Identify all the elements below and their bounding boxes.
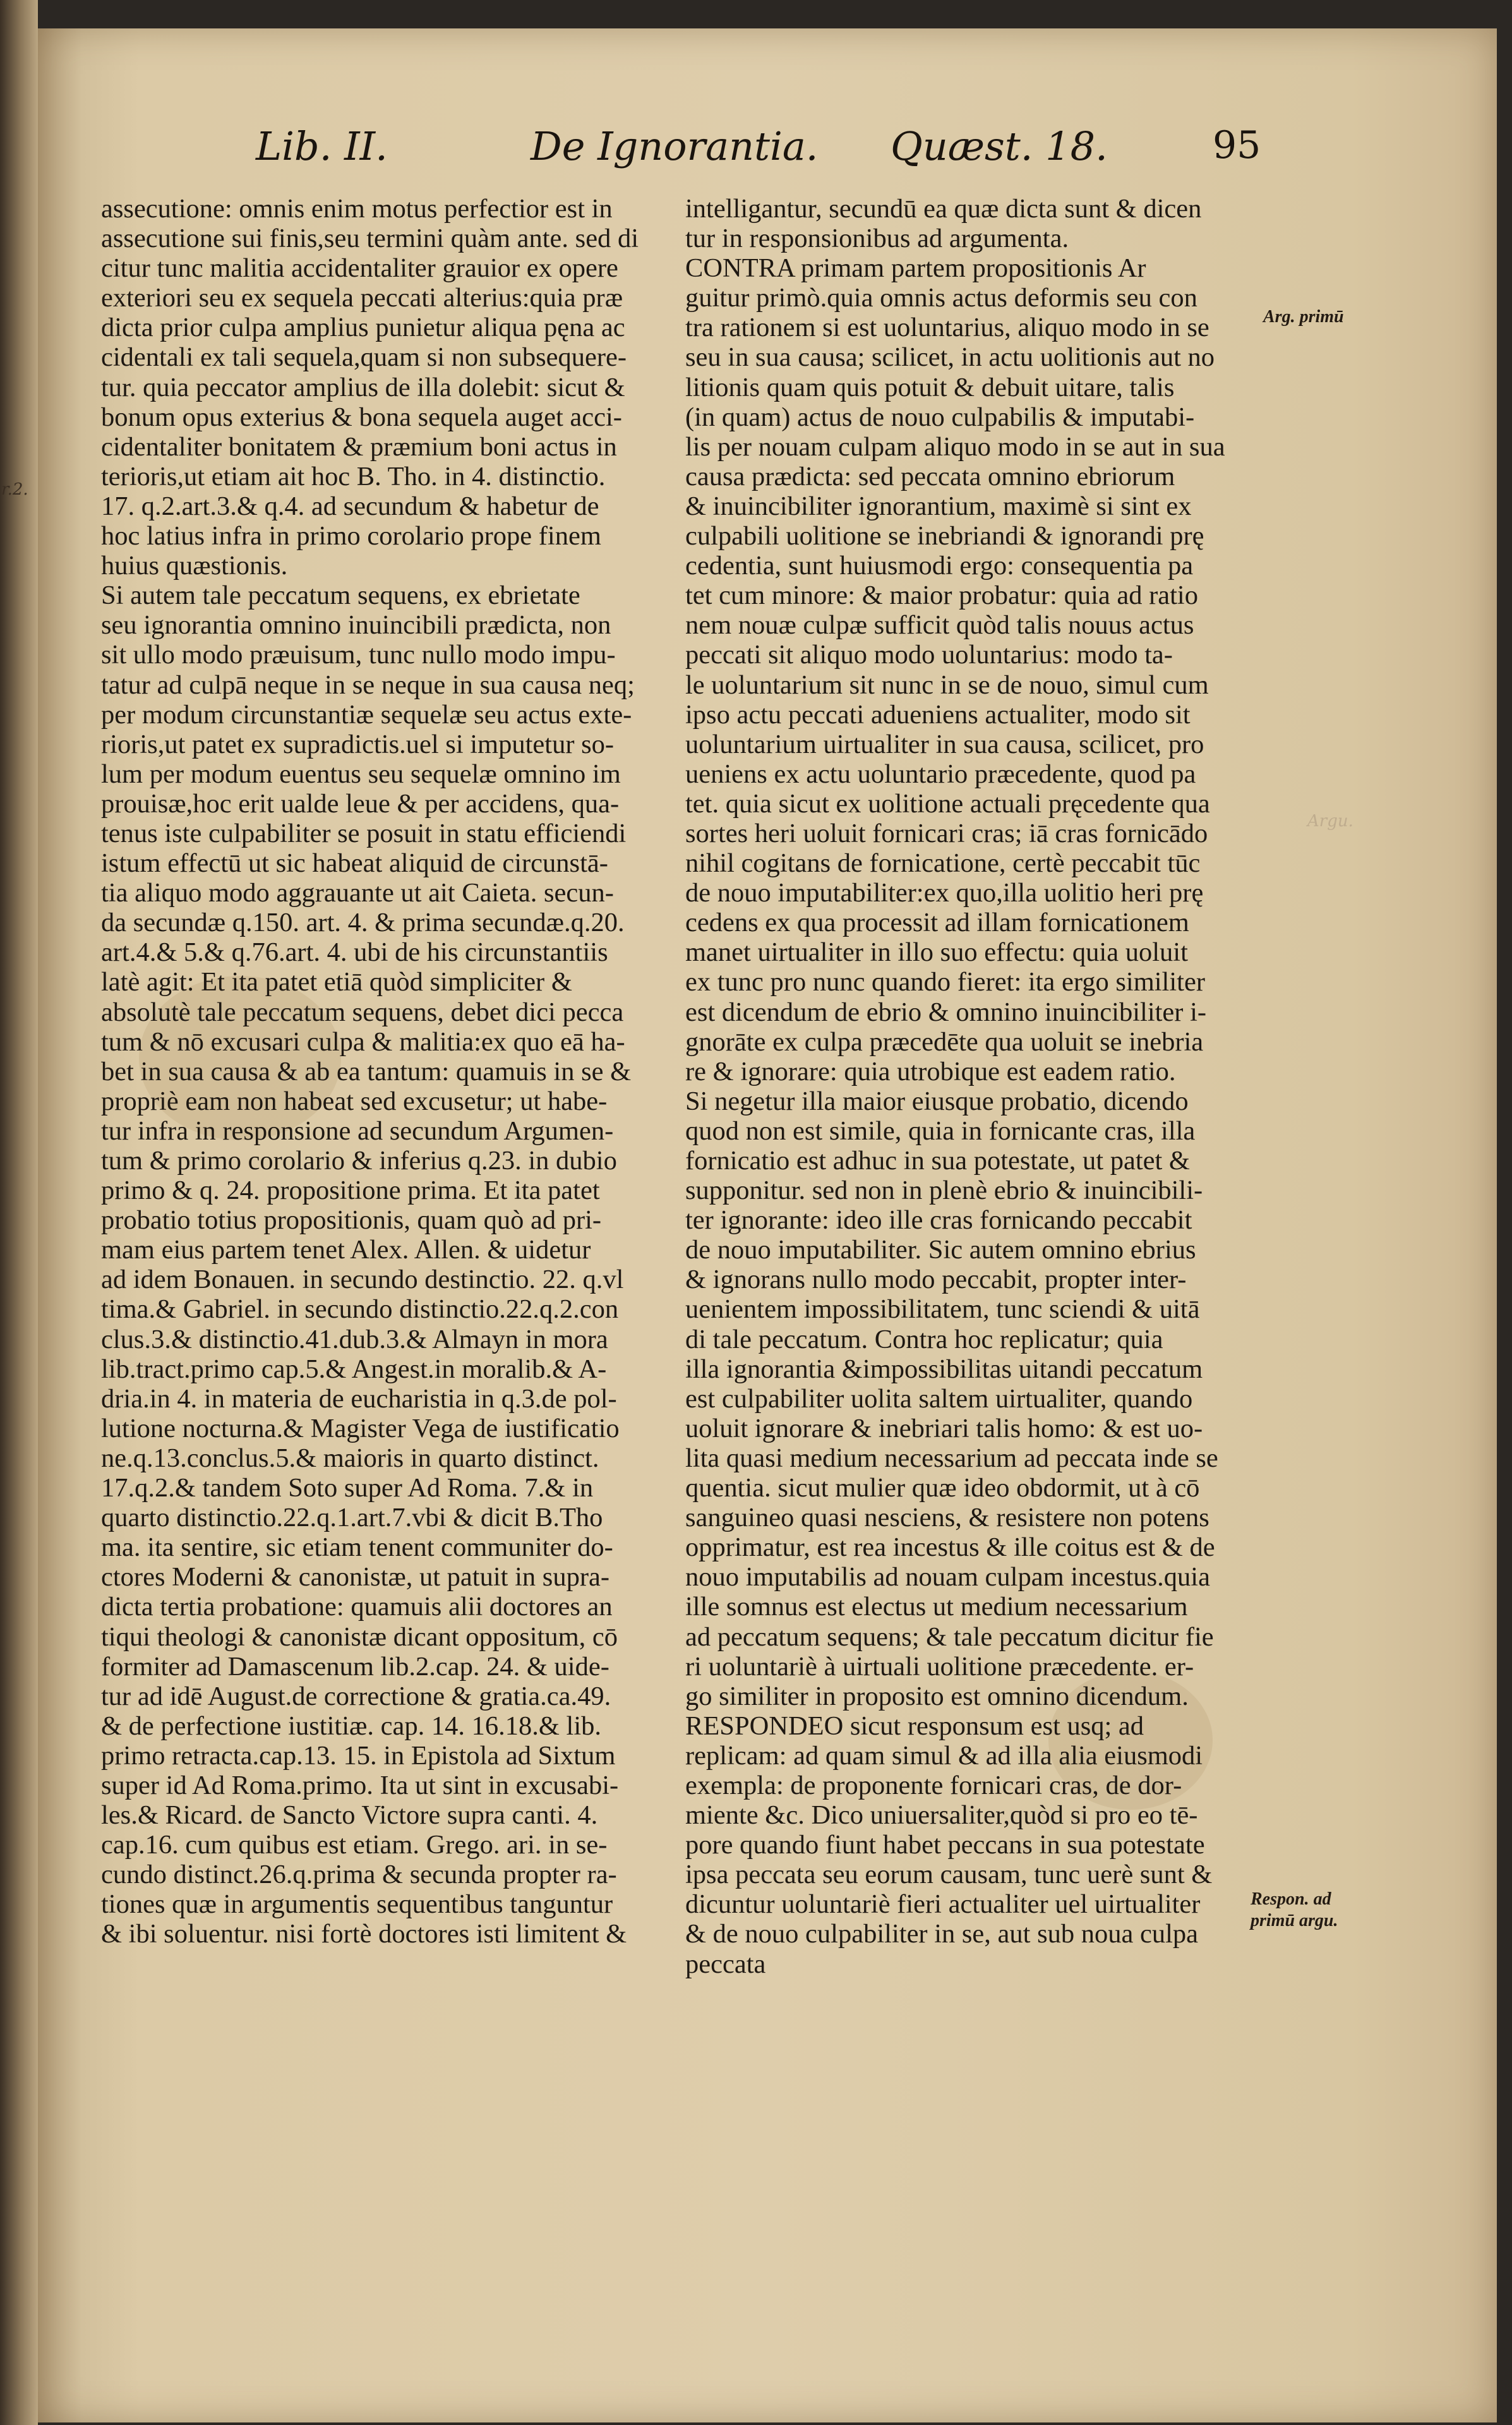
text-line: exteriori seu ex sequela peccati alterius:quia præ — [101, 283, 623, 313]
text-line: tur. quia peccator amplius de illa dolebit: sicut & — [101, 372, 625, 402]
text-line: istum effectū ut sic habeat aliquid de circunstā- — [101, 848, 608, 879]
text-line: lum per modum euentus seu sequelæ omnino im — [101, 759, 621, 789]
text-line: di tale peccatum. Contra hoc replicatur; quia — [685, 1324, 1163, 1354]
text-line: miente &c. Dico uniuersaliter,quòd si pro eo tē- — [685, 1800, 1198, 1831]
text-line: tenus iste culpabiliter se posuit in statu efficiendi — [101, 818, 627, 848]
text-line: go similiter in proposito est omnino dicendum. — [685, 1681, 1189, 1711]
text-line: seu ignorantia omnino inuincibili prædicta, non — [101, 610, 611, 641]
text-line: CONTRA primam partem propositionis Ar — [685, 253, 1146, 284]
text-line: seu in sua causa; scilicet, in actu uolitionis aut no — [685, 342, 1215, 373]
text-line: RESPONDEO sicut responsum est usq; ad — [685, 1711, 1144, 1741]
text-line: tet. quia sicut ex uolitione actuali pręcedente qua — [685, 788, 1210, 819]
text-line: lutione nocturna.& Magister Vega de iustificatio — [101, 1413, 620, 1443]
text-line: dicuntur uoluntariè fieri actualiter uel uirtualiter — [685, 1889, 1201, 1920]
text-line: fornicatio est adhuc in sua potestate, ut patet & — [685, 1146, 1190, 1176]
text-line: ad peccatum sequens; & tale peccatum dicitur fie — [685, 1622, 1214, 1652]
text-line: huius quæstionis. — [101, 551, 288, 581]
text-line: & ibi soluentur. nisi fortè doctores isti limitent & — [101, 1919, 627, 1949]
text-line: prouisæ,hoc erit ualde leue & per accidens, qua- — [101, 788, 620, 819]
text-line: guitur primò.quia omnis actus deformis seu con — [685, 283, 1197, 313]
text-line: tur in responsionibus ad argumenta. — [685, 224, 1069, 254]
text-line: tra rationem si est uoluntarius, aliquo modo in se — [685, 313, 1209, 343]
text-line: ctores Moderni & canonistæ, ut patuit in supra- — [101, 1562, 609, 1592]
text-line: supponitur. sed non in plenè ebrio & inuincibili- — [685, 1176, 1203, 1206]
previous-page-edge — [0, 0, 38, 2425]
text-line: le uoluntarium sit nunc in se de nouo, simul cum — [685, 670, 1209, 700]
text-line: tia aliquo modo aggrauante ut ait Caieta. secun- — [101, 878, 614, 908]
text-line: pore quando fiunt habet peccans in sua potestate — [685, 1830, 1205, 1860]
text-line: lib.tract.primo cap.5.& Angest.in moralib.& A- — [101, 1354, 607, 1384]
text-line: & ignorans nullo modo peccabit, propter inter- — [685, 1265, 1187, 1295]
text-line: cidentali ex tali sequela,quam si non subsequere- — [101, 342, 627, 373]
text-line: quarto distinctio.22.q.1.art.7.vbi & dicit B.Tho — [101, 1503, 603, 1533]
text-line: absolutè tale peccatum sequens, debet dici pecca — [101, 997, 624, 1027]
text-line: cap.16. cum quibus est etiam. Grego. ari. in se- — [101, 1830, 608, 1860]
text-line: Si autem tale peccatum sequens, ex ebrietate — [101, 581, 580, 611]
text-line: clus.3.& distinctio.41.dub.3.& Almayn in mora — [101, 1324, 608, 1354]
text-line: da secundæ q.150. art. 4. & prima secundæ.q.20. — [101, 908, 625, 938]
text-line: art.4.& 5.& q.76.art. 4. ubi de his circunstantiis — [101, 937, 608, 968]
text-line: tum & primo corolario & inferius q.23. in dubio — [101, 1146, 617, 1176]
text-line: sortes heri uoluit fornicari cras; iā cras fornicādo — [685, 818, 1208, 848]
text-line: sit ullo modo præuisum, tunc nullo modo impu- — [101, 640, 616, 670]
text-line: citur tunc malitia accidentaliter grauior ex opere — [101, 253, 618, 284]
text-line: tet cum minore: & maior probatur: quia ad ratio — [685, 581, 1198, 611]
text-line: de nouo imputabiliter. Sic autem omnino ebrius — [685, 1235, 1196, 1265]
margin-note-response: Respon. ad primū argu. — [1251, 1889, 1338, 1930]
text-line: assecutione: omnis enim motus perfectior est in — [101, 194, 613, 224]
margin-note-argument: Arg. primū — [1263, 307, 1344, 327]
text-line: ueniens ex actu uoluntario præcedente, quod pa — [685, 759, 1196, 789]
text-line: per modum circunstantiæ sequelæ seu actus exte- — [101, 699, 632, 730]
text-line: ipsa peccata seu eorum causam, tunc uerè sunt & — [685, 1860, 1213, 1890]
text-line: tur ad idē August.de correctione & gratia.ca.49. — [101, 1681, 611, 1711]
text-line: exempla: de proponente fornicari cras, de dor- — [685, 1770, 1182, 1800]
text-line: est dicendum de ebrio & omnino inuincibiliter i- — [685, 997, 1207, 1027]
text-line: primo & q. 24. propositione prima. Et ita patet — [101, 1176, 600, 1206]
text-line: terioris,ut etiam ait hoc B. Tho. in 4. distinctio. — [101, 461, 606, 491]
text-line: tima.& Gabriel. in secundo distinctio.22.q.2.con — [101, 1294, 619, 1325]
text-line: mam eius partem tenet Alex. Allen. & uidetur — [101, 1235, 591, 1265]
text-line: propriè eam non habeat sed excusetur; ut habe- — [101, 1086, 608, 1116]
text-line: sanguineo quasi nesciens, & resistere non potens — [685, 1503, 1209, 1533]
text-line: latè agit: Et ita patet etiā quòd simpliciter & — [101, 967, 572, 997]
text-line: 17. q.2.art.3.& q.4. ad secundum & habetur de — [101, 491, 599, 521]
text-line: ipso actu peccati adueniens actualiter, modo sit — [685, 699, 1191, 730]
right-text-column — [685, 194, 1257, 1979]
text-line: bonum opus exterius & bona sequela auget acci- — [101, 402, 622, 432]
text-line: cedentia, sunt huiusmodi ergo: consequentia pa — [685, 551, 1194, 581]
text-line: primo retracta.cap.13. 15. in Epistola ad Sixtum — [101, 1740, 616, 1771]
text-line: ex tunc pro nunc quando fieret: ita ergo similiter — [685, 967, 1206, 997]
text-line: manet uirtualiter in illo suo effectu: quia uoluit — [685, 937, 1188, 968]
text-line: nihil cogitans de fornicatione, certè peccabit tūc — [685, 848, 1201, 879]
text-line: uoluit ignorare & inebriari talis homo: & est uo- — [685, 1413, 1203, 1443]
page-number: 95 — [1213, 123, 1261, 167]
text-line: cedens ex qua processit ad illam fornicationem — [685, 908, 1189, 938]
text-line: de nouo imputabiliter:ex quo,illa uolitio heri prę — [685, 878, 1204, 908]
previous-page-margin-fragment: r.2. — [1, 480, 28, 499]
text-line: & de nouo culpabiliter in se, aut sub noua culpa — [685, 1919, 1199, 1949]
text-line: uoluntarium uirtualiter in sua causa, scilicet, pro — [685, 729, 1204, 759]
text-line: cidentaliter bonitatem & præmium boni actus in — [101, 431, 617, 462]
running-head-title: De Ignorantia. — [531, 123, 819, 169]
text-line: les.& Ricard. de Sancto Victore supra canti. 4. — [101, 1800, 598, 1831]
text-line: causa prædicta: sed peccata omnino ebriorum — [685, 461, 1175, 491]
text-line: ille somnus est electus ut medium necessarium — [685, 1592, 1188, 1622]
text-line: nem nouæ culpæ sufficit quòd talis nouus actus — [685, 610, 1194, 641]
text-line: ter ignorante: ideo ille cras fornicando peccabit — [685, 1205, 1192, 1236]
text-line: tur infra in responsione ad secundum Argumen- — [101, 1116, 614, 1146]
text-line: ad idem Bonauen. in secundo destinctio. 22. q.vl — [101, 1265, 624, 1295]
left-text-column — [101, 194, 695, 1949]
text-line: 17.q.2.& tandem Soto super Ad Roma. 7.& in — [101, 1473, 594, 1503]
text-line: illa ignorantia &impossibilitas uitandi peccatum — [685, 1354, 1203, 1384]
text-line: culpabili uolitione se inebriandi & ignorandi prę — [685, 521, 1204, 551]
margin-ghost-text: Argu. — [1307, 812, 1353, 831]
text-line: assecutione sui finis,seu termini quàm ante. sed di — [101, 224, 639, 254]
running-head-question: Quæst. 18. — [891, 123, 1108, 169]
text-line: replicam: ad quam simul & ad illa alia eiusmodi — [685, 1740, 1203, 1771]
text-line: probatio totius propositionis, quam quò ad pri- — [101, 1205, 602, 1236]
text-line: gnorāte ex culpa præcedēte qua uoluit se inebria — [685, 1026, 1204, 1057]
text-line: hoc latius infra in primo corolario prope finem — [101, 521, 601, 551]
text-line: lis per nouam culpam aliquo modo in se aut in sua — [685, 431, 1225, 462]
text-line: tiones quæ in argumentis sequentibus tanguntur — [101, 1889, 613, 1920]
text-line: peccata — [685, 1949, 766, 1979]
text-line: re & ignorare: quia utrobique est eadem ratio. — [685, 1056, 1176, 1086]
text-line: quentia. sicut mulier quæ ideo obdormit, ut à cō — [685, 1473, 1200, 1503]
text-line: super id Ad Roma.primo. Ita ut sint in excusabi- — [101, 1770, 619, 1800]
text-line: dicta prior culpa amplius punietur aliqua pęna ac — [101, 313, 625, 343]
text-line: cundo distinct.26.q.prima & secunda propter ra- — [101, 1860, 617, 1890]
text-line: formiter ad Damascenum lib.2.cap. 24. & uide- — [101, 1651, 609, 1682]
text-line: nouo imputabilis ad nouam culpam incestus.quia — [685, 1562, 1210, 1592]
text-line: litionis quam quis potuit & debuit uitare, talis — [685, 372, 1175, 402]
text-line: ma. ita sentire, sic etiam tenent communiter do- — [101, 1532, 613, 1563]
text-line: ri uoluntariè à uirtuali uolitione præcedente. er- — [685, 1651, 1194, 1682]
text-line: quod non est simile, quia in fornicante cras, illa — [685, 1116, 1196, 1146]
text-line: dria.in 4. in materia de eucharistia in q.3.de pol- — [101, 1383, 617, 1414]
text-line: (in quam) actus de nouo culpabilis & imputabi- — [685, 402, 1195, 432]
book-page — [38, 28, 1497, 2422]
text-line: intelligantur, secundū ea quæ dicta sunt & dicen — [685, 194, 1202, 224]
text-line: lita quasi medium necessarium ad peccata inde se — [685, 1443, 1218, 1473]
text-line: tum & nō excusari culpa & malitia:ex quo eā ha- — [101, 1026, 625, 1057]
text-line: peccati sit aliquo modo uoluntarius: modo ta- — [685, 640, 1173, 670]
text-line: dicta tertia probatione: quamuis alii doctores an — [101, 1592, 613, 1622]
text-line: ne.q.13.conclus.5.& maioris in quarto distinct. — [101, 1443, 599, 1473]
text-line: rioris,ut patet ex supradictis.uel si imputetur so- — [101, 729, 615, 759]
text-line: tiqui theologi & canonistæ dicant oppositum, cō — [101, 1622, 618, 1652]
text-line: tatur ad culpā neque in se neque in sua causa neq; — [101, 670, 635, 700]
text-line: uenientem impossibilitatem, tunc sciendi & uitā — [685, 1294, 1200, 1325]
text-line: est culpabiliter uolita saltem uirtualiter, quando — [685, 1383, 1193, 1414]
text-line: & de perfectione iustitiæ. cap. 14. 16.18.& lib. — [101, 1711, 601, 1741]
text-line: opprimatur, est rea incestus & ille coitus est & de — [685, 1532, 1215, 1563]
text-line: bet in sua causa & ab ea tantum: quamuis in se & — [101, 1056, 632, 1086]
running-head-book: Lib. II. — [256, 123, 388, 169]
text-line: Si negetur illa maior eiusque probatio, dicendo — [685, 1086, 1189, 1116]
text-line: & inuincibiliter ignorantium, maximè si sint ex — [685, 491, 1192, 521]
